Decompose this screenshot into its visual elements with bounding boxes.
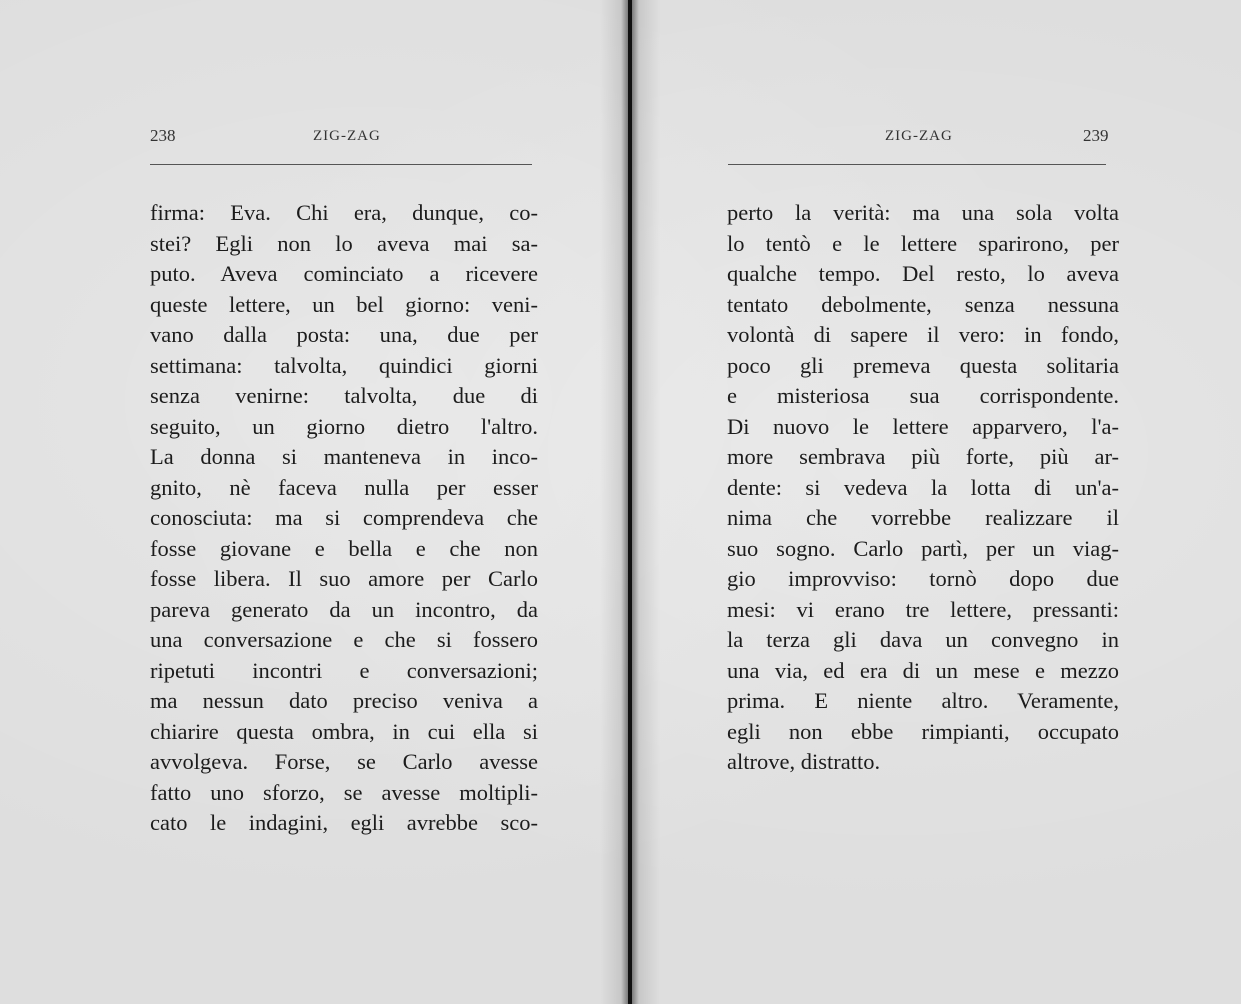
header-rule-left bbox=[150, 164, 532, 165]
text-line: egli non ebbe rimpianti, occupato bbox=[727, 718, 1119, 744]
text-line: cato le indagini, egli avrebbe sco- bbox=[150, 810, 538, 835]
text-line: ripetuti incontri e conversazioni; bbox=[150, 657, 538, 683]
text-line: ma nessun dato preciso veniva a bbox=[150, 688, 538, 713]
header-rule-right bbox=[728, 164, 1106, 165]
body-text-right bbox=[727, 198, 1119, 778]
body-text-left bbox=[150, 198, 538, 839]
text-line: Di nuovo le lettere apparvero, l'a- bbox=[727, 413, 1119, 439]
text-line: gnito, nè faceva nulla per esser bbox=[150, 474, 538, 500]
text-line: firma: Eva. Chi era, dunque, co- bbox=[150, 200, 538, 225]
text-line: lo tentò e le lettere sparirono, per bbox=[727, 230, 1119, 256]
text-line: poco gli premeva questa solitaria bbox=[727, 352, 1119, 378]
text-line: una conversazione e che si fossero bbox=[150, 627, 538, 652]
text-line: altrove, distratto. bbox=[727, 749, 881, 774]
text-line: settimana: talvolta, quindici giorni bbox=[150, 352, 538, 378]
text-line: stei? Egli non lo aveva mai sa- bbox=[150, 230, 538, 256]
text-line: avvolgeva. Forse, se Carlo avesse bbox=[150, 749, 538, 774]
page-number-right: 239 bbox=[1083, 126, 1109, 145]
text-line: fosse giovane e bella e che non bbox=[150, 535, 538, 561]
text-line: puto. Aveva cominciato a ricevere bbox=[150, 261, 538, 286]
text-line: queste lettere, un bel giorno: veni- bbox=[150, 291, 538, 317]
text-line: pareva generato da un incontro, da bbox=[150, 596, 538, 622]
running-head-left: ZIG-ZAG bbox=[313, 128, 381, 144]
text-line: nima che vorrebbe realizzare il bbox=[727, 505, 1119, 530]
text-line: conosciuta: ma si comprendeva che bbox=[150, 505, 538, 530]
page-number-left: 238 bbox=[150, 126, 176, 145]
text-line: fatto uno sforzo, se avesse moltipli- bbox=[150, 779, 538, 805]
text-line: La donna si manteneva in inco- bbox=[150, 444, 538, 469]
right-page bbox=[660, 0, 1241, 1004]
text-line: perto la verità: ma una sola volta bbox=[727, 200, 1119, 225]
text-line: qualche tempo. Del resto, lo aveva bbox=[727, 261, 1119, 286]
text-line: mesi: vi erano tre lettere, pressanti: bbox=[727, 596, 1119, 622]
running-head-right: ZIG-ZAG bbox=[885, 128, 953, 144]
text-line: una via, ed era di un mese e mezzo bbox=[727, 657, 1119, 683]
text-line: gio improvviso: tornò dopo due bbox=[727, 566, 1119, 591]
text-line: seguito, un giorno dietro l'altro. bbox=[150, 413, 538, 439]
text-line: senza venirne: talvolta, due di bbox=[150, 383, 538, 408]
text-line: suo sogno. Carlo partì, per un viag- bbox=[727, 535, 1119, 561]
text-line: dente: si vedeva la lotta di un'a- bbox=[727, 474, 1119, 500]
text-line: chiarire questa ombra, in cui ella si bbox=[150, 718, 538, 744]
text-line: volontà di sapere il vero: in fondo, bbox=[727, 322, 1119, 347]
text-line: la terza gli dava un convegno in bbox=[727, 627, 1119, 652]
text-line: prima. E niente altro. Veramente, bbox=[727, 688, 1119, 713]
text-line: more sembrava più forte, più ar- bbox=[727, 444, 1119, 469]
text-line: e misteriosa sua corrispondente. bbox=[727, 383, 1119, 408]
text-line: fosse libera. Il suo amore per Carlo bbox=[150, 566, 538, 591]
text-line: tentato debolmente, senza nessuna bbox=[727, 291, 1119, 317]
text-line: vano dalla posta: una, due per bbox=[150, 322, 538, 347]
binding-fold bbox=[628, 0, 632, 1004]
left-page bbox=[0, 0, 600, 1004]
